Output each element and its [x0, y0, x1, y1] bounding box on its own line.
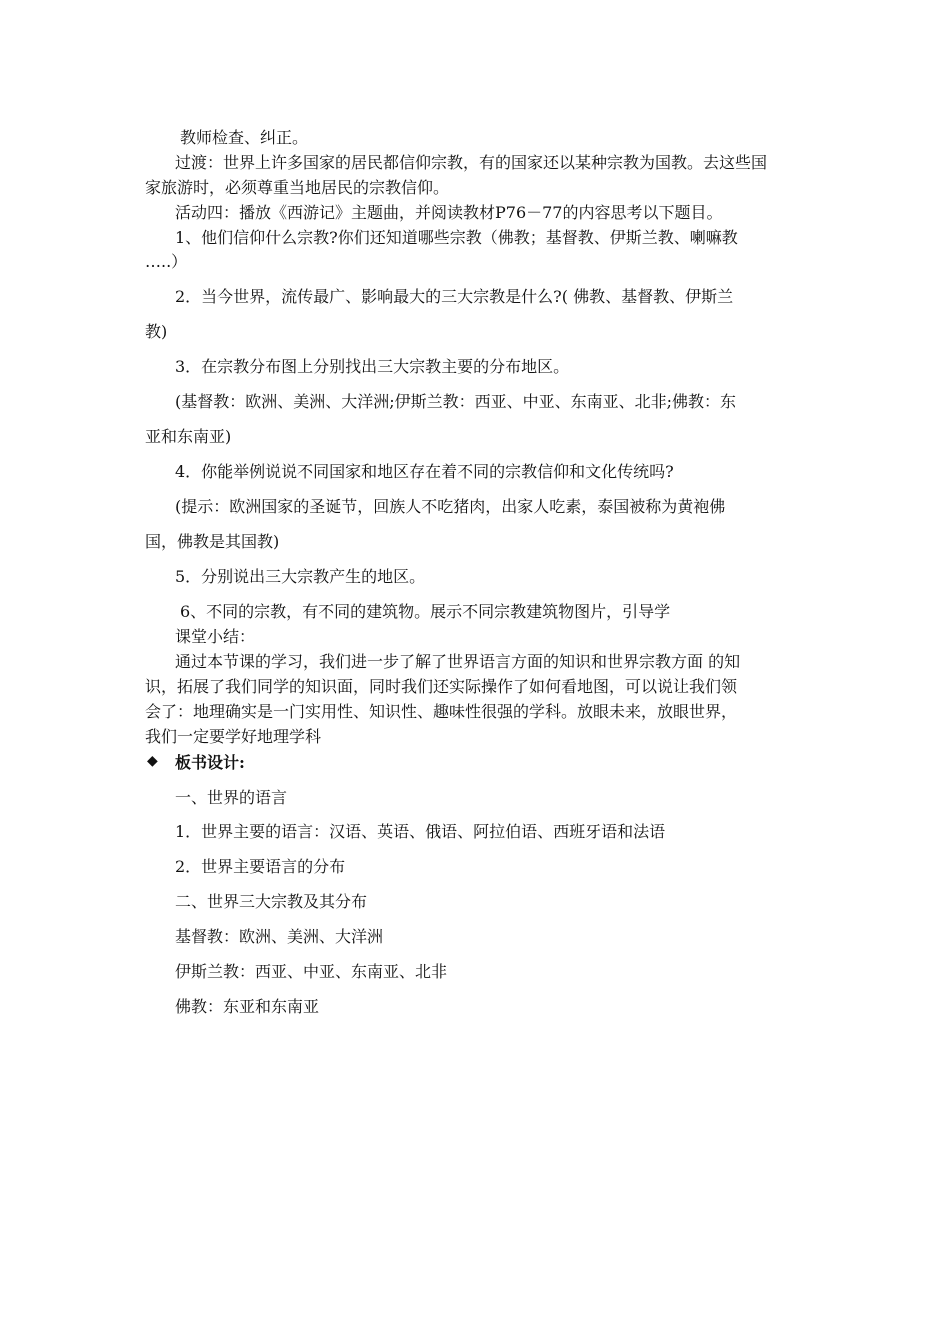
text-line: 3．在宗教分布图上分别找出三大宗教主要的分布地区。 — [175, 357, 570, 376]
diamond-bullet-icon: ◆ — [147, 753, 158, 769]
text-line: 识，拓展了我们同学的知识面，同时我们还实际操作了如何看地图，可以说让我们领 — [145, 677, 738, 696]
text-line: 活动四：播放《西游记》主题曲，并阅读教材P76－77的内容思考以下题目。 — [175, 203, 723, 222]
text-line: 我们一定要学好地理学科 — [145, 727, 322, 746]
text-line: (基督教：欧洲、美洲、大洋洲;伊斯兰教：西亚、中亚、东南亚、北非;佛教：东 — [175, 392, 737, 411]
text-line: 国，佛教是其国教) — [145, 532, 280, 551]
text-line: 1、他们信仰什么宗教?你们还知道哪些宗教（佛教；基督教、伊斯兰教、喇嘛教 — [175, 228, 738, 247]
text-line: 过渡：世界上许多国家的居民都信仰宗教，有的国家还以某种宗教为国教。去这些国 — [175, 153, 768, 172]
board-item: 二、世界三大宗教及其分布 — [175, 892, 368, 911]
text-line: 通过本节课的学习，我们进一步了解了世界语言方面的知识和世界宗教方面 的知 — [175, 652, 741, 671]
board-item: 基督教：欧洲、美洲、大洋洲 — [175, 927, 384, 946]
text-line: 6、不同的宗教，有不同的建筑物。展示不同宗教建筑物图片，引导学 — [180, 602, 671, 621]
text-line: 教) — [145, 322, 168, 341]
board-item: 佛教：东亚和东南亚 — [175, 997, 320, 1016]
text-line: 5．分别说出三大宗教产生的地区。 — [175, 567, 426, 586]
text-line: 4．你能举例说说不同国家和地区存在着不同的宗教信仰和文化传统吗? — [175, 462, 674, 481]
text-line: 2．当今世界，流传最广、影响最大的三大宗教是什么?( 佛教、基督教、伊斯兰 — [175, 287, 734, 306]
board-design-heading: 板书设计: — [175, 753, 245, 772]
board-item: 2．世界主要语言的分布 — [175, 857, 346, 876]
text-line: 会了：地理确实是一门实用性、知识性、趣味性很强的学科。放眼未来，放眼世界， — [145, 702, 738, 721]
board-item: 一、世界的语言 — [175, 788, 288, 807]
text-line: 教师检查、纠正。 — [180, 128, 309, 147]
text-line: …..） — [145, 252, 188, 271]
board-item: 1．世界主要的语言：汉语、英语、俄语、阿拉伯语、西班牙语和法语 — [175, 822, 666, 841]
text-line: 家旅游时，必须尊重当地居民的宗教信仰。 — [145, 178, 450, 197]
text-line: (提示：欧洲国家的圣诞节，回族人不吃猪肉，出家人吃素，泰国被称为黄袍佛 — [175, 497, 726, 516]
text-line: 亚和东南亚) — [145, 427, 232, 446]
board-item: 伊斯兰教：西亚、中亚、东南亚、北非 — [175, 962, 448, 981]
text-line: 课堂小结： — [175, 627, 256, 646]
